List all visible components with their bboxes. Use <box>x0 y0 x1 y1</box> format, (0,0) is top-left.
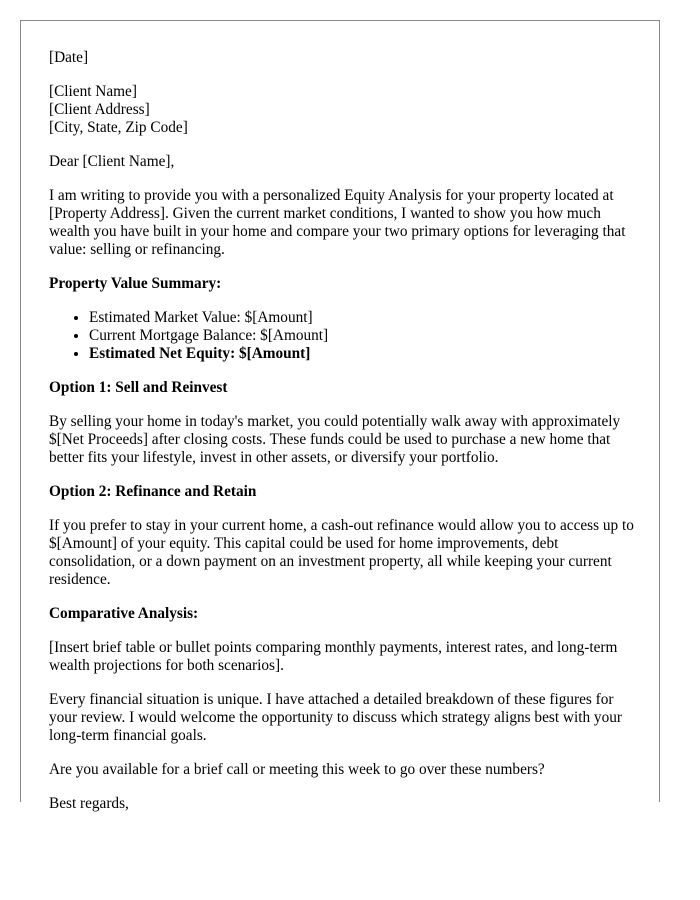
comparative-heading: Comparative Analysis: <box>49 605 199 622</box>
summary-heading: Property Value Summary: <box>49 275 222 292</box>
option2-heading: Option 2: Refinance and Retain <box>49 483 257 500</box>
summary-item-net-equity: • Estimated Net Equity: $[Amount] <box>89 345 634 363</box>
recipient-block <box>49 83 634 137</box>
option1-heading: Option 1: Sell and Reinvest <box>49 379 228 396</box>
recipient-city-line: [City, State, Zip Code] <box>49 119 188 136</box>
option1-paragraph: By selling your home in today's market, you could potentially walk away with approximately $[Net Proceeds] after closing costs. These funds could be used to purchase a new home that better fits your lifestyle, invest in other assets, or diversify your portfolio. <box>49 413 621 466</box>
letter-page <box>20 20 660 812</box>
recipient-address: [Client Address] <box>49 101 150 118</box>
recipient-name: [Client Name] <box>49 83 137 100</box>
summary-item-market-value: • Estimated Market Value: $[Amount] <box>89 309 634 327</box>
call-to-action: Are you available for a brief call or meeting this week to go over these numbers? <box>49 761 545 778</box>
letter-date: [Date] <box>49 49 89 66</box>
sign-off: Best regards, <box>49 795 129 812</box>
closing-paragraph: Every financial situation is unique. I have attached a detailed breakdown of these figures for your review. I would welcome the opportunity to discuss which strategy aligns best with your long-term financial goals. <box>49 691 622 744</box>
summary-list <box>49 309 634 363</box>
salutation: Dear [Client Name], <box>49 153 175 170</box>
option2-paragraph: If you prefer to stay in your current home, a cash-out refinance would allow you to access up to $[Amount] of your equity. This capital could be used for home improvements, debt consolidation, or a down payment on an investment property, all while keeping your current residence. <box>49 517 634 588</box>
letter-body <box>49 49 634 829</box>
comparative-paragraph: [Insert brief table or bullet points comparing monthly payments, interest rates, and long-term wealth projections for both scenarios]. <box>49 639 618 674</box>
summary-item-mortgage-balance: • Current Mortgage Balance: $[Amount] <box>89 327 634 345</box>
intro-paragraph: I am writing to provide you with a personalized Equity Analysis for your property located at [Property Address]. Given the current market conditions, I wanted to show you how much wealth you have built in your home and compare your two primary options for leveraging that value: selling or refinancing. <box>49 187 626 258</box>
